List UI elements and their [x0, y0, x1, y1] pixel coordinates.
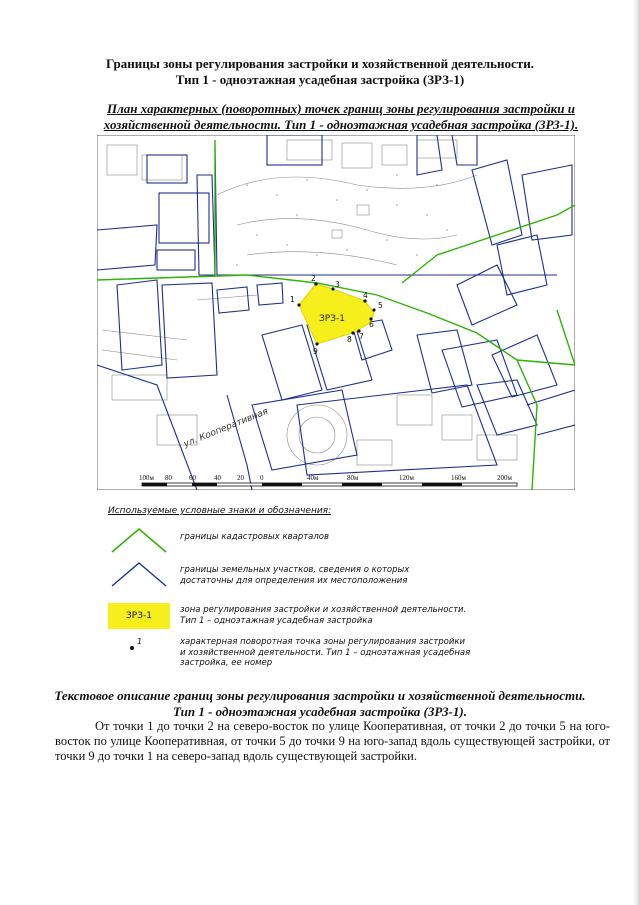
scale-label: 60	[189, 474, 196, 482]
point-label-9: 9	[313, 347, 318, 356]
legend-blue-line-symbol	[108, 560, 170, 590]
plan-title-line1: План характерных (поворотных) точек границ зоны регулирования застройки и	[107, 101, 575, 116]
page-title-line2: Тип 1 - одноэтажная усадебная застройка (ЗРЗ-1)	[175, 72, 465, 87]
street-label: ул. Кооперативная	[182, 406, 270, 450]
scale-label: 200м	[497, 474, 512, 482]
plan-title-line2: хозяйственной деятельности. Тип 1 - одноэтажная усадебная застройка (ЗРЗ-1).	[103, 117, 579, 132]
point-label-4: 4	[363, 291, 368, 300]
legend-text-parcels	[180, 565, 510, 586]
legend-text-cadastral: границы кадастровых кварталов	[180, 532, 330, 542]
legend-text-line: Тип 1 – одноэтажная усадебная застройка	[180, 615, 373, 626]
legend-text-line: характерная поворотная точка зоны регулирования застройки	[180, 637, 466, 647]
boundary-point-1	[297, 303, 300, 306]
legend-text-line: застройка, ее номер	[180, 658, 273, 668]
scale-label: 0	[260, 474, 264, 482]
scan-edge	[633, 0, 640, 905]
legend-text-point	[180, 637, 510, 669]
description-title-line2: Тип 1 - одноэтажная усадебная застройка (ЗРЗ-1).	[173, 704, 467, 719]
legend-text-zone	[180, 605, 510, 626]
description-body: От точки 1 до точки 2 на северо-восток по улице Кооперативная, от точки 2 до точки 5 на юго-восток по улице Кооперативная, от точки 5 до точки 9 на юго-запад вдоль существующей застройки, от точки 9 до точки 1 на северо-запад вдоль существующей застройки.	[55, 719, 610, 763]
scale-label: 100м	[139, 474, 154, 482]
boundary-point-8	[351, 331, 354, 334]
legend-text-line: границы земельных участков, сведения о которых	[180, 565, 410, 575]
point-label-8: 8	[347, 335, 352, 344]
scale-bar	[142, 483, 517, 486]
legend-green-line-symbol	[108, 526, 170, 556]
legend-text-line: зона регулирования застройки и хозяйственной деятельности.	[180, 605, 467, 615]
point-label-6: 6	[369, 320, 374, 329]
scale-label: 80	[165, 474, 172, 482]
point-label-5: 5	[378, 301, 383, 310]
point-label-2: 2	[311, 274, 316, 283]
cadastral-map	[97, 135, 575, 490]
legend-text-line: достаточны для определения их местоположения	[180, 575, 408, 586]
description-title-line1: Текстовое описание границ зоны регулирования застройки и хозяйственной деятельности.	[54, 688, 586, 703]
scale-label: 80м	[347, 474, 359, 482]
boundary-point-9	[315, 342, 318, 345]
point-label-7: 7	[359, 332, 364, 341]
scale-label: 20	[237, 474, 244, 482]
scale-label: 40	[214, 474, 221, 482]
page-title-line1: Границы зоны регулирования застройки и хозяйственной деятельности.	[106, 56, 534, 71]
scale-label: 40м	[307, 474, 319, 482]
legend-point-symbol	[130, 646, 134, 650]
legend-point-label: 1	[137, 637, 143, 646]
legend-text-line: и хозяйственной деятельности. Тип 1 – одноэтажная усадебная	[180, 647, 471, 658]
legend-zone-symbol: ЗРЗ-1	[108, 603, 170, 629]
scale-label: 120м	[399, 474, 414, 482]
point-label-3: 3	[335, 280, 340, 289]
legend-heading: Используемые условные знаки и обозначения:	[108, 506, 332, 516]
scale-label: 160м	[451, 474, 466, 482]
boundary-point-5	[372, 308, 375, 311]
point-label-1: 1	[290, 295, 295, 304]
zone-zrz1-label: ЗРЗ-1	[319, 314, 345, 324]
